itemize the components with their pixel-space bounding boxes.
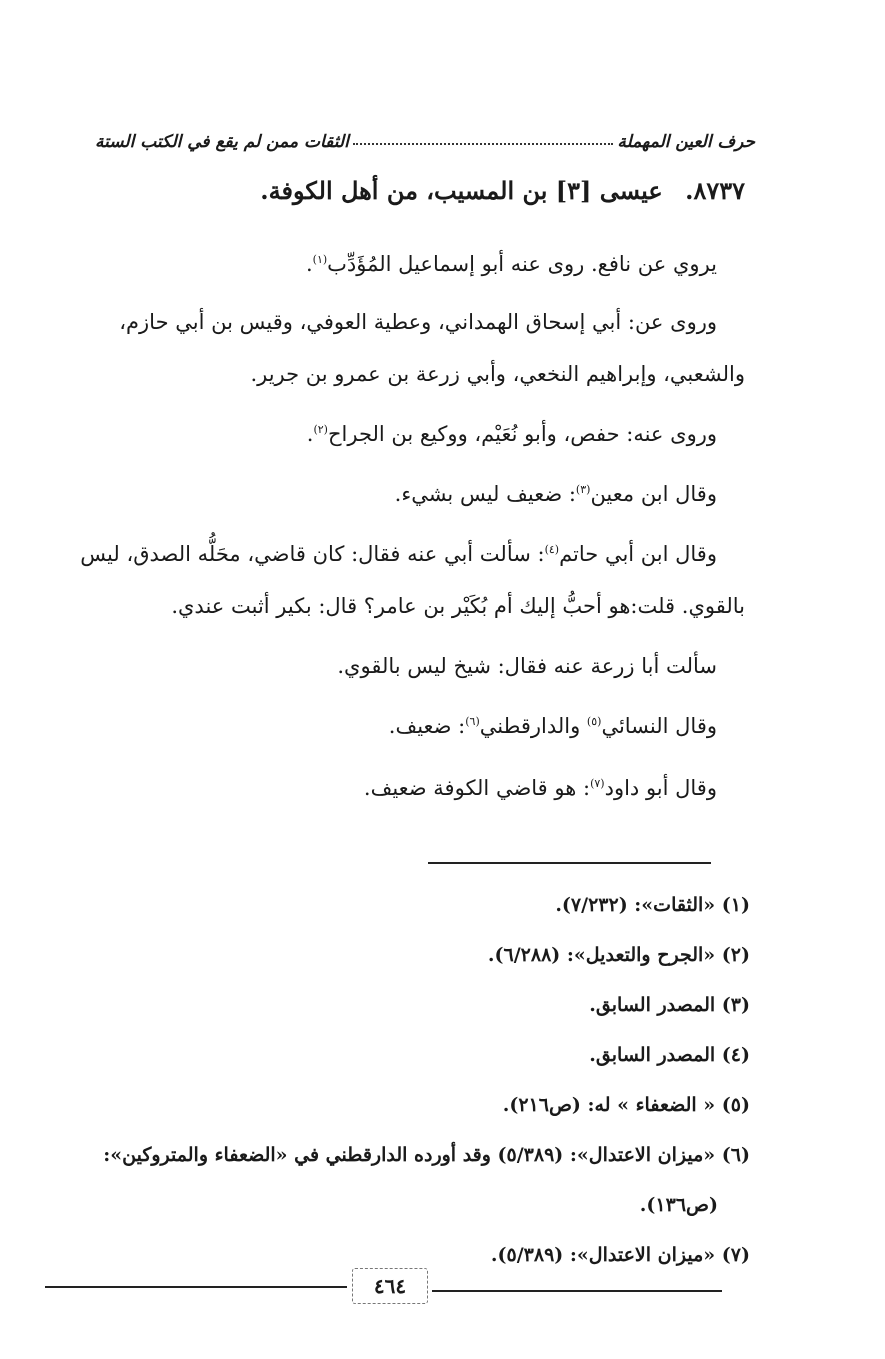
footnote-item [65, 930, 750, 980]
footnote-number: (٧) [721, 1244, 750, 1266]
page-number: ٤٦٤ [373, 1274, 407, 1298]
footnote-text: «ميزان الاعتدال»: (٥/٣٨٩) وقد أورده الدارقطني في «الضعفاء والمتروكين»: [103, 1144, 716, 1166]
paragraph-tail: : ضعيف ليس بشيء. [394, 482, 576, 506]
running-header [95, 118, 755, 152]
footnote-number: (٢) [721, 944, 750, 966]
footnote-ref: (٧) [590, 777, 605, 790]
footnotes [65, 880, 750, 1280]
footnote-text: «الجرح والتعديل»: (٦/٢٨٨). [487, 944, 716, 966]
paragraph-tail: : هو قاضي الكوفة ضعيف. [363, 776, 591, 800]
footnote-text: المصدر السابق. [589, 1044, 716, 1066]
footnote-ref: (١) [312, 253, 328, 266]
paragraph-tail: : سألت أبي عنه فقال: كان قاضي، محَلُّه الصدق، ليس بالقوي. قلت:هو أحبُّ إليك أم بُكَيْر بن عامر؟ قال: بكير أثبت عندي. [80, 542, 745, 618]
footnote-number: (٥) [721, 1094, 750, 1116]
footnote-item [65, 1080, 750, 1130]
footnote-text: المصدر السابق. [589, 994, 716, 1016]
entry-title: عيسى [٣] بن المسيب، من أهل الكوفة. [260, 176, 663, 205]
paragraph-tail: : ضعيف. [388, 714, 466, 738]
footnote-ref: (٤) [544, 543, 560, 556]
paragraph-text: وقال ابن أبي حاتم [559, 542, 717, 566]
body-paragraph-6 [70, 640, 745, 692]
footnote-item [65, 1130, 750, 1230]
body-paragraph-1 [70, 238, 745, 290]
paragraph-text-mid: والدارقطني [479, 714, 587, 738]
paragraph-tail: . [305, 252, 313, 276]
footnote-ref: (٢) [313, 423, 328, 436]
header-chapter-title: حرف العين المهملة [617, 132, 755, 152]
footnote-ref: (٥) [586, 715, 602, 728]
footnote-item [65, 1030, 750, 1080]
footnote-item [65, 980, 750, 1030]
bottom-rule-left [45, 1286, 347, 1288]
body-paragraph-2 [70, 296, 745, 400]
footnote-separator [428, 862, 711, 864]
footnote-ref: (٣) [575, 483, 591, 496]
footnote-number: (٤) [721, 1044, 750, 1066]
paragraph-text: وروى عن: أبي إسحاق الهمداني، وعطية العوفي، وقيس بن أبي حازم، والشعبي، وإبراهيم النخعي، وأبي زرعة بن عمرو بن جرير. [119, 310, 745, 386]
body-paragraph-4 [70, 468, 745, 520]
paragraph-tail: . [306, 422, 314, 446]
paragraph-text: وقال أبو داود [604, 776, 717, 800]
body-paragraph-7 [70, 700, 745, 752]
footnote-number: (١) [721, 894, 750, 916]
page-number-ornament [352, 1268, 428, 1304]
footnote-text: « الضعفاء » له: (ص٢١٦). [502, 1094, 716, 1116]
entry-heading [260, 176, 745, 205]
footnote-continuation: (ص١٣٦). [639, 1194, 718, 1216]
body-paragraph-8 [70, 762, 745, 814]
footnote-ref: (٦) [465, 715, 480, 728]
footnote-item [65, 880, 750, 930]
footnote-number: (٦) [721, 1144, 750, 1166]
body-paragraph-3 [70, 408, 745, 460]
paragraph-text: وقال النسائي [601, 714, 717, 738]
footnote-text: «ميزان الاعتدال»: (٥/٣٨٩). [490, 1244, 716, 1266]
body-paragraph-5 [70, 528, 745, 632]
header-dot-leader [353, 143, 614, 145]
entry-number: ٨٧٣٧. [685, 176, 745, 205]
bottom-rule-right [432, 1290, 722, 1292]
paragraph-text: وروى عنه: حفص، وأبو نُعَيْم، ووكيع بن الجراح [327, 422, 717, 446]
footnote-number: (٣) [721, 994, 750, 1016]
paragraph-text: يروي عن نافع. روى عنه أبو إسماعيل المُؤَدِّب [327, 252, 717, 276]
footnote-text: «الثقات»: (٧/٢٣٢). [555, 894, 716, 916]
paragraph-text: وقال ابن معين [590, 482, 717, 506]
header-book-title: الثقات ممن لم يقع في الكتب الستة [95, 132, 349, 152]
paragraph-text: سألت أبا زرعة عنه فقال: شيخ ليس بالقوي. [337, 654, 717, 678]
